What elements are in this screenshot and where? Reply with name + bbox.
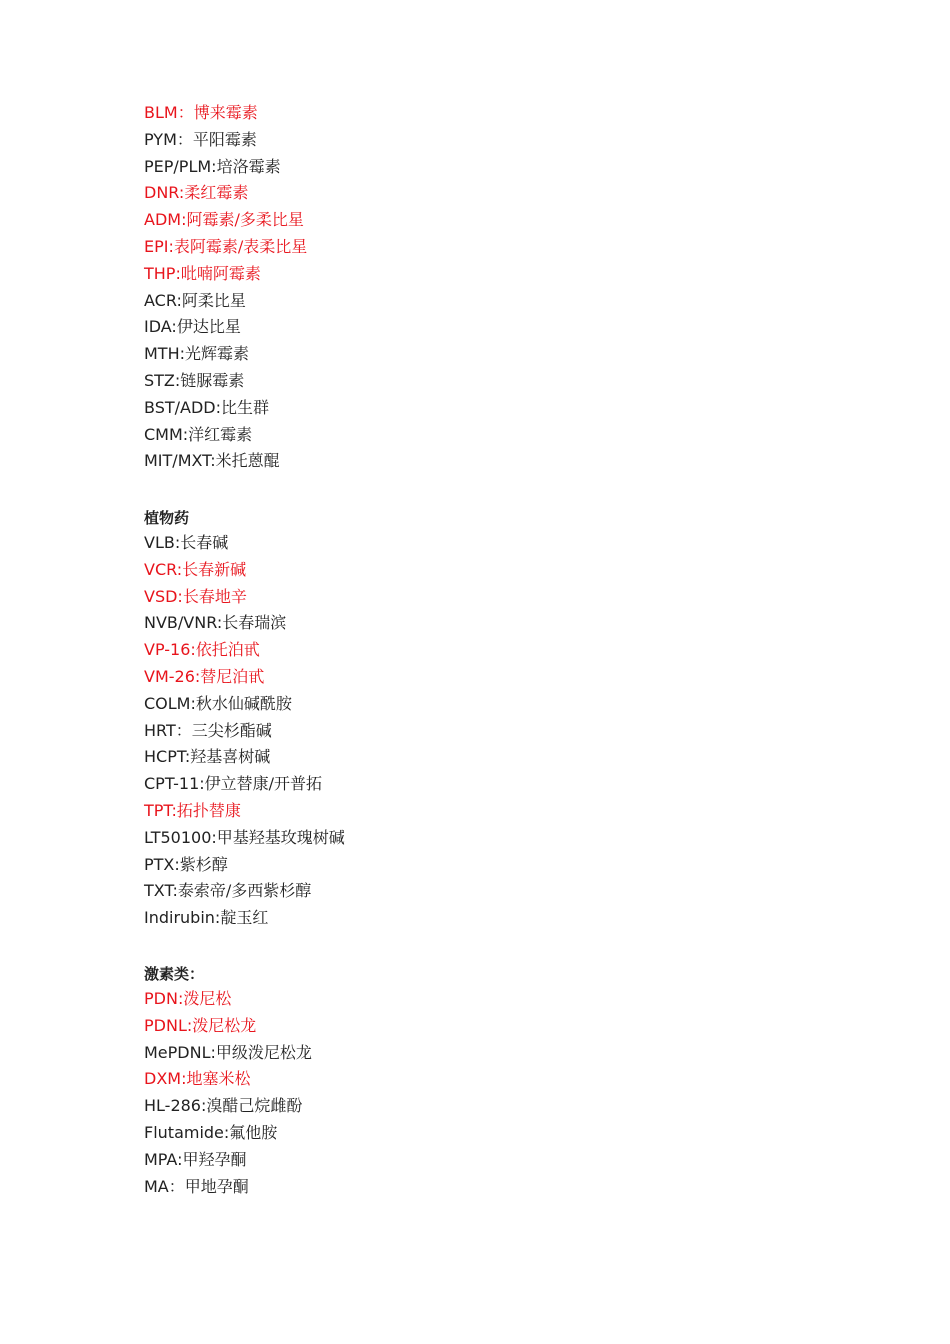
drug-abbreviation: TXT <box>144 881 173 901</box>
drug-entry <box>144 825 345 852</box>
separator: : <box>211 156 217 176</box>
separator: : <box>184 747 191 767</box>
drug-entry <box>144 798 345 825</box>
separator: : <box>168 236 174 256</box>
drug-abbreviation: COLM <box>144 693 191 713</box>
drug-chinese-name: 地塞米松 <box>186 1069 251 1089</box>
separator: : <box>215 397 221 417</box>
separator: : <box>172 881 178 901</box>
drug-chinese-name: 甲地孕酮 <box>184 1176 249 1196</box>
drug-entry <box>144 771 345 798</box>
drug-chinese-name: 泰索帝/多西紫杉醇 <box>177 881 312 901</box>
drug-abbreviation: VM-26 <box>144 666 195 686</box>
drug-entry <box>144 100 307 127</box>
separator: : <box>177 586 183 606</box>
drug-chinese-name: 长春瑞滨 <box>222 613 287 633</box>
drug-entry <box>144 127 307 154</box>
section-heading: 激素类： <box>144 965 205 983</box>
drug-entry <box>144 691 345 718</box>
drug-entry <box>144 180 307 207</box>
separator: : <box>223 1122 230 1142</box>
section-heading: 植物药 <box>144 509 190 527</box>
drug-abbreviation: NVB/VNR <box>144 613 217 633</box>
separator: : <box>211 827 217 847</box>
drug-abbreviation: PYM <box>144 129 177 149</box>
separator: : <box>210 1042 216 1062</box>
drug-entry <box>144 448 307 475</box>
drug-abbreviation: PDN <box>144 989 178 1008</box>
separator: : <box>179 344 185 364</box>
drug-chinese-name: 吡喃阿霉素 <box>180 263 261 283</box>
separator: : <box>171 800 177 820</box>
drug-entry <box>144 1147 312 1174</box>
separator: : <box>214 908 221 928</box>
separator: : <box>182 424 189 444</box>
drug-abbreviation: MA <box>144 1176 169 1196</box>
drug-entry <box>144 852 345 879</box>
drug-entry <box>144 207 307 234</box>
drug-abbreviation: MPA <box>144 1149 178 1169</box>
drug-abbreviation: STZ <box>144 370 175 390</box>
drug-chinese-name: 溴醋己烷雌酚 <box>206 1096 303 1116</box>
drug-entry <box>144 905 345 932</box>
drug-entry <box>144 1120 312 1147</box>
separator: : <box>174 533 181 552</box>
drug-chinese-name: 伊立替康/开普拓 <box>204 774 323 794</box>
separator: : <box>175 263 181 283</box>
drug-abbreviation: Indirubin <box>144 908 215 928</box>
drug-chinese-name: 阿柔比星 <box>181 290 246 310</box>
drug-chinese-name: 博来霉素 <box>193 103 258 122</box>
drug-abbreviation: ACR <box>144 290 177 310</box>
drug-abbreviation: LT50100 <box>144 827 212 847</box>
drug-chinese-name: 紫杉醇 <box>179 854 228 874</box>
drug-abbreviation: TPT <box>144 800 172 820</box>
drug-chinese-name: 阿霉素/多柔比星 <box>186 210 304 230</box>
drug-chinese-name: 三尖杉酯碱 <box>191 720 272 740</box>
drug-chinese-name: 比生群 <box>221 397 270 417</box>
drug-abbreviation: PEP/PLM <box>144 156 212 176</box>
drug-chinese-name: 替尼泊甙 <box>200 666 265 686</box>
separator: : <box>216 613 223 633</box>
drug-chinese-name: 氟他胺 <box>229 1122 278 1142</box>
drug-entry <box>144 288 307 315</box>
drug-abbreviation: MTH <box>144 344 180 364</box>
drug-chinese-name: 甲基羟基玫瑰树碱 <box>216 827 345 847</box>
drug-abbreviation: CPT-11 <box>144 774 200 794</box>
drug-abbreviation: MePDNL <box>144 1042 211 1062</box>
drug-chinese-name: 泼尼松 <box>183 989 232 1008</box>
drug-abbreviation: HRT <box>144 720 176 740</box>
drug-entry <box>144 610 345 637</box>
drug-abbreviation: CMM <box>144 424 183 444</box>
separator: : <box>199 774 205 794</box>
drug-entry <box>144 234 307 261</box>
antibiotic-drug-list <box>144 100 307 475</box>
separator: : <box>178 183 185 203</box>
drug-chinese-name: 链脲霉素 <box>180 370 245 390</box>
drug-entry <box>144 584 345 611</box>
separator: : <box>177 1149 183 1169</box>
drug-entry <box>144 368 307 395</box>
drug-entry <box>144 718 345 745</box>
drug-chinese-name: 光辉霉素 <box>185 344 250 364</box>
drug-entry <box>144 261 307 288</box>
separator: : <box>194 666 201 686</box>
separator: : <box>177 989 184 1008</box>
drug-entry <box>144 664 345 691</box>
separator: : <box>176 290 182 310</box>
drug-entry <box>144 395 307 422</box>
plant-drug-section <box>144 506 345 932</box>
drug-entry <box>144 1013 312 1040</box>
drug-chinese-name: 羟基喜树碱 <box>190 747 271 767</box>
drug-chinese-name: 柔红霉素 <box>184 183 249 203</box>
drug-abbreviation: PTX <box>144 854 175 874</box>
drug-chinese-name: 甲羟孕酮 <box>182 1149 247 1169</box>
drug-abbreviation: DXM <box>144 1069 182 1089</box>
separator: : <box>181 210 187 230</box>
drug-abbreviation: BST/ADD <box>144 397 216 417</box>
drug-chinese-name: 长春碱 <box>180 533 229 552</box>
drug-entry <box>144 422 307 449</box>
drug-abbreviation: EPI <box>144 236 169 256</box>
drug-entry <box>144 1174 312 1201</box>
drug-chinese-name: 拓扑替康 <box>176 800 241 820</box>
separator: ： <box>177 103 194 122</box>
separator: : <box>200 1096 207 1116</box>
drug-abbreviation: PDNL <box>144 1015 187 1035</box>
separator: : <box>171 317 177 337</box>
drug-entry <box>144 637 345 664</box>
drug-chinese-name: 培洛霉素 <box>216 156 281 176</box>
drug-abbreviation: DNR <box>144 183 179 203</box>
drug-chinese-name: 甲级泼尼松龙 <box>215 1042 312 1062</box>
drug-abbreviation: HCPT <box>144 747 185 767</box>
drug-abbreviation: VLB <box>144 533 175 552</box>
drug-chinese-name: 秋水仙碱酰胺 <box>195 693 292 713</box>
drug-entry <box>144 557 345 584</box>
hormone-drug-section <box>144 962 312 1200</box>
drug-entry <box>144 878 345 905</box>
separator: : <box>186 1015 193 1035</box>
drug-chinese-name: 长春新碱 <box>182 559 247 579</box>
separator: : <box>176 559 183 579</box>
drug-entry <box>144 530 345 557</box>
drug-abbreviation: MIT/MXT <box>144 451 211 471</box>
drug-chinese-name: 表阿霉素/表柔比星 <box>173 236 308 256</box>
separator: : <box>190 693 196 713</box>
drug-chinese-name: 靛玉红 <box>220 908 269 928</box>
separator: ： <box>175 720 192 740</box>
drug-entry <box>144 744 345 771</box>
drug-abbreviation: THP <box>144 263 176 283</box>
drug-entry <box>144 986 312 1013</box>
drug-abbreviation: Flutamide <box>144 1122 224 1142</box>
separator: : <box>174 370 181 390</box>
drug-chinese-name: 洋红霉素 <box>188 424 253 444</box>
separator: ： <box>176 129 193 149</box>
drug-entry <box>144 1040 312 1067</box>
separator: : <box>174 854 180 874</box>
drug-abbreviation: VCR <box>144 559 177 579</box>
drug-abbreviation: BLM <box>144 103 178 122</box>
separator: ： <box>168 1176 185 1196</box>
drug-chinese-name: 伊达比星 <box>176 317 241 337</box>
drug-abbreviation: VSD <box>144 586 178 606</box>
drug-entry <box>144 1093 312 1120</box>
drug-entry <box>144 314 307 341</box>
separator: : <box>210 451 216 471</box>
drug-entry <box>144 1066 312 1093</box>
drug-abbreviation: VP-16 <box>144 640 191 660</box>
separator: : <box>181 1069 187 1089</box>
drug-chinese-name: 依托泊甙 <box>195 640 260 660</box>
drug-abbreviation: IDA <box>144 317 172 337</box>
separator: : <box>190 640 196 660</box>
drug-abbreviation: ADM <box>144 210 182 230</box>
drug-chinese-name: 平阳霉素 <box>192 129 257 149</box>
drug-abbreviation: HL-286 <box>144 1096 201 1116</box>
drug-chinese-name: 米托蒽醌 <box>215 451 280 471</box>
drug-chinese-name: 长春地辛 <box>182 586 247 606</box>
drug-entry <box>144 341 307 368</box>
drug-entry <box>144 154 307 181</box>
drug-chinese-name: 泼尼松龙 <box>192 1015 257 1035</box>
